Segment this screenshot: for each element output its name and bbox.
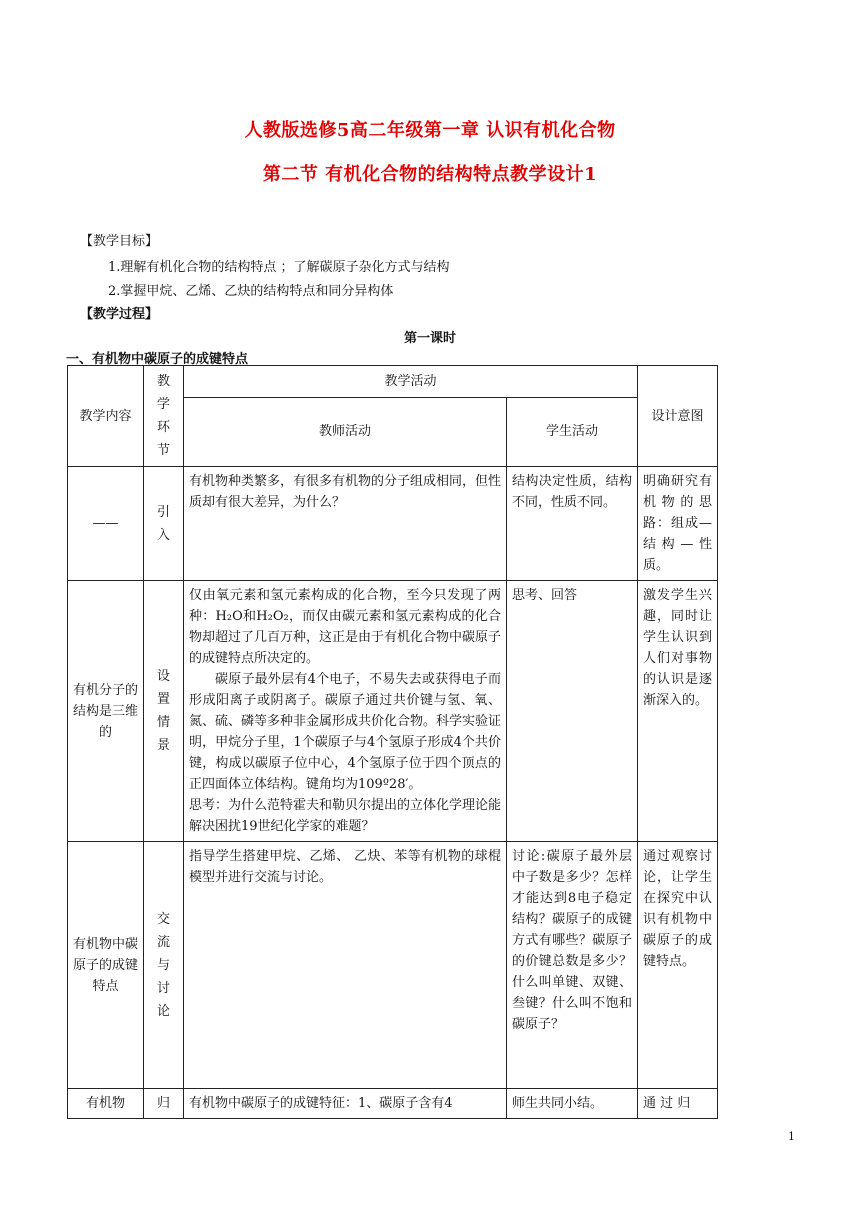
row4-teacher: 有机物中碳原子的成键特征：1、碳原子含有4 bbox=[184, 1089, 507, 1119]
row3-stage: 交流与讨论 bbox=[144, 842, 184, 1089]
table-row bbox=[68, 581, 718, 842]
header-student: 学生活动 bbox=[507, 397, 638, 466]
process-heading: 【教学过程】 bbox=[80, 307, 159, 322]
objective-item-1: 1.理解有机化合物的结构特点 ；了解碳原子杂化方式与结构 bbox=[108, 260, 450, 275]
table-row bbox=[68, 842, 718, 1089]
objective-item-2: 2.掌握甲烷、乙烯、乙炔的结构特点和同分异构体 bbox=[108, 284, 394, 299]
row4-student: 师生共同小结。 bbox=[507, 1089, 638, 1119]
row1-content: —— bbox=[68, 467, 144, 581]
lesson-title: 第一课时 bbox=[403, 331, 456, 346]
row3-intent: 通过观察讨论，让学生在探究中认识有机物中碳原子的成键特点。 bbox=[638, 842, 718, 1089]
row2-student: 思考、回答 bbox=[507, 581, 638, 842]
row2-intent: 激发学生兴趣，同时让学生认识到人们对事物的认识是逐渐深入的。 bbox=[638, 581, 718, 842]
row2-content: 有机分子的结构是三维的 bbox=[68, 581, 144, 842]
header-content: 教学内容 bbox=[68, 366, 144, 467]
objectives-heading: 【教学目标】 bbox=[80, 234, 159, 249]
header-teacher: 教师活动 bbox=[184, 397, 507, 466]
section-title: 一、有机物中碳原子的成键特点 bbox=[66, 352, 249, 367]
row3-content: 有机物中碳原子的成键特点 bbox=[68, 842, 144, 1089]
table-header-row bbox=[68, 366, 718, 398]
document-title-line2: 第二节 有机化合物的结构特点教学设计1 bbox=[262, 164, 598, 185]
header-stage: 教学环节 bbox=[144, 366, 184, 467]
document-title-line1: 人教版选修5高二年级第一章 认识有机化合物 bbox=[244, 120, 616, 141]
table-row bbox=[68, 1089, 718, 1119]
row1-student: 结构决定性质，结构不同，性质不同。 bbox=[507, 467, 638, 581]
row4-stage: 归 bbox=[144, 1089, 184, 1119]
table-row bbox=[68, 467, 718, 581]
row3-teacher: 指导学生搭建甲烷、乙烯、 乙炔、苯等有机物的球棍模型并进行交流与讨论。 bbox=[184, 842, 507, 1089]
header-intent: 设计意图 bbox=[638, 366, 718, 467]
row4-intent: 通 过 归 bbox=[638, 1089, 718, 1119]
row1-intent: 明确研究有机物的思路：组成—结构—性质。 bbox=[638, 467, 718, 581]
row1-stage: 引入 bbox=[144, 467, 184, 581]
row4-content: 有机物 bbox=[68, 1089, 144, 1119]
row1-teacher: 有机物种类繁多，有很多有机物的分子组成相同，但性质却有很大差异，为什么？ bbox=[184, 467, 507, 581]
row2-stage: 设置情景 bbox=[144, 581, 184, 842]
header-activity: 教学活动 bbox=[184, 366, 638, 398]
teaching-plan-table bbox=[67, 365, 718, 1119]
page-number: 1 bbox=[788, 1130, 795, 1143]
row2-teacher: 仅由氧元素和氢元素构成的化合物，至今只发现了两种：H₂O和H₂O₂，而仅由碳元素和氢元素构成的化合物却超过了几百万种，这正是由于有机化合物中碳原子的成键特点所决定的。 碳原子最外层有4个电子，不易失去或获得电子而形成阳离子或阴离子。碳原子通过共价键与氢、氧、氮、硫、磷等多种非金属形成共价化合物。科学实验证明，甲烷分子里，1个碳原子与4个氢原子形成4个共价键，构成以碳原子位中心，4个氢原子位于四个顶点的正四面体立体结构。键角均为109º28′。 思考：为什么范特霍夫和勒贝尔提出的立体化学理论能解决困扰19世纪化学家的难题？ bbox=[184, 581, 507, 842]
row3-student: 讨论:碳原子最外层中子数是多少？怎样才能达到8电子稳定结构？碳原子的成键方式有哪些？碳原子的价键总数是多少？什么叫单键、双键、叁键？什么叫不饱和碳原子？ bbox=[507, 842, 638, 1089]
